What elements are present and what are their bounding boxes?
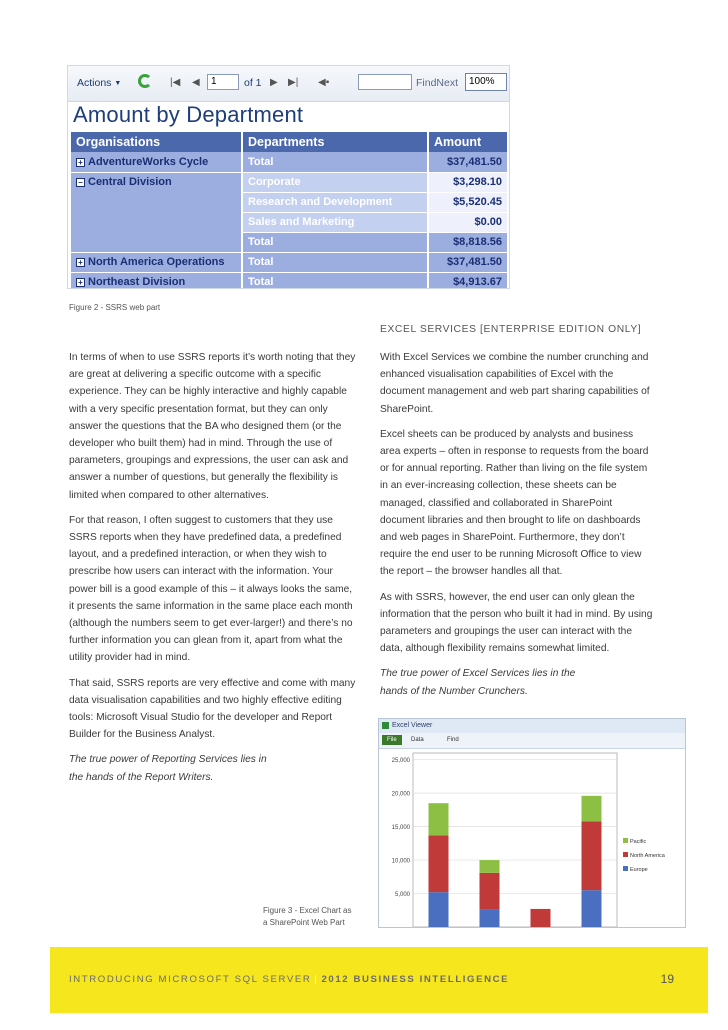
bar-segment-pacific	[429, 803, 449, 835]
y-tick-label: 15,000	[391, 825, 410, 832]
org-cell[interactable]: + AdventureWorks Cycle	[71, 152, 242, 172]
paragraph: As with SSRS, however, the end user can only glean the information that the person who built it had in mind. By using parameters and groupings the user can interact with the data, although flexibility remains somewhat limited.	[380, 591, 653, 655]
left-column	[69, 349, 359, 794]
bar-segment-pacific	[582, 796, 602, 821]
footer-band	[50, 947, 708, 1013]
table-row	[71, 272, 508, 289]
amount-cell: $8,818.56	[428, 232, 508, 252]
dept-cell: Total	[242, 232, 428, 252]
y-tick-label: 20,000	[391, 791, 410, 798]
table-row	[71, 172, 508, 192]
y-tick-label: 25,000	[391, 758, 410, 765]
legend-swatch	[623, 852, 628, 857]
table-row	[71, 152, 508, 172]
legend-label: Pacific	[630, 839, 647, 845]
page-number: 19	[660, 972, 674, 986]
legend-label: Europe	[630, 867, 648, 873]
figure-3-caption: Figure 3 - Excel Chart as a SharePoint Web Part	[263, 906, 352, 927]
collapse-icon[interactable]: −	[76, 178, 85, 187]
dept-cell: Corporate	[242, 172, 428, 192]
paragraph: That said, SSRS reports are very effective and come with many data visualisation capabilities and two highly effective editing tools: Microsoft Visual Studio for the developer and Report Builder for the Business Analyst.	[69, 677, 356, 741]
footer-title: INTRODUCING MICROSOFT SQL SERVER | 2012 BUSINESS INTELLIGENCE	[69, 974, 510, 985]
data-menu-button[interactable]: Data	[411, 737, 424, 743]
amount-cell: $37,481.50	[428, 252, 508, 272]
y-tick-label: 5,000	[394, 892, 410, 899]
report-table	[71, 132, 509, 289]
bar-segment-north-america	[429, 835, 449, 892]
legend-label: North America	[630, 853, 665, 859]
org-cell[interactable]: + North America Operations	[71, 252, 242, 272]
pull-quote: The true power of Reporting Services lies in the hands of the Report Writers.	[69, 754, 267, 783]
amount-cell: $37,481.50	[428, 152, 508, 172]
paragraph: With Excel Services we combine the number crunching and enhanced visualisation capabilities of Excel with the document management and web part sharing capabilities of SharePoint.	[380, 352, 650, 415]
dept-cell: Total	[242, 272, 428, 289]
find-next-link[interactable]: FindNext	[416, 77, 459, 89]
right-column	[380, 349, 656, 708]
last-page-icon[interactable]: ▶|	[288, 77, 299, 88]
expand-icon[interactable]: +	[76, 278, 85, 287]
excel-viewer-web-part	[378, 718, 686, 928]
amount-cell: $0.00	[428, 212, 508, 232]
expand-icon[interactable]: +	[76, 258, 85, 267]
pull-quote: The true power of Excel Services lies in the hands of the Number Crunchers.	[380, 668, 576, 697]
section-heading: EXCEL SERVICES [ENTERPRISE EDITION ONLY]	[380, 324, 642, 335]
bar-segment-north-america	[582, 821, 602, 890]
back-icon[interactable]: ◀▪	[318, 77, 330, 88]
column-header-organisations: Organisations	[71, 132, 242, 152]
first-page-icon[interactable]: |◀	[170, 77, 181, 88]
bar-segment-north-america	[531, 909, 551, 927]
bar-segment-europe	[429, 892, 449, 927]
find-input[interactable]	[358, 74, 412, 90]
table-row	[71, 252, 508, 272]
next-page-icon[interactable]: ▶	[270, 77, 278, 88]
paragraph: Excel sheets can be produced by analysts and business area experts – often in response to requests from the board or for annual reporting. Rather than living on the file system in an ever-increasing collection, these sheets can be managed, classified and collaborated in SharePoint document libraries and then brought to life on dashboards and web pages in SharePoint. Furthermore, they don’t require the end user to be running Microsoft Office to view the report – the browser handles all that.	[380, 428, 649, 578]
report-title: Amount by Department	[73, 102, 304, 127]
y-tick-label: 10,000	[391, 858, 410, 865]
refresh-icon[interactable]	[138, 74, 152, 88]
column-header-departments: Departments	[242, 132, 428, 152]
stacked-bar-chart	[379, 749, 686, 928]
report-toolbar	[68, 66, 509, 102]
excel-viewer-title: Excel Viewer	[379, 719, 685, 733]
org-cell[interactable]: − Central Division	[71, 172, 242, 252]
amount-cell: $4,913.67	[428, 272, 508, 289]
page-count-label: of 1	[244, 77, 262, 89]
legend-swatch	[623, 866, 628, 871]
dept-cell: Total	[242, 252, 428, 272]
find-button[interactable]: Find	[447, 737, 459, 743]
dept-cell: Sales and Marketing	[242, 212, 428, 232]
dept-cell: Total	[242, 152, 428, 172]
excel-toolbar	[379, 733, 685, 749]
amount-cell: $3,298.10	[428, 172, 508, 192]
figure-2-caption: Figure 2 - SSRS web part	[69, 303, 161, 312]
file-menu-button[interactable]: File	[382, 735, 402, 745]
expand-icon[interactable]: +	[76, 158, 85, 167]
amount-cell: $5,520.45	[428, 192, 508, 212]
page-number-input[interactable]: 1	[207, 74, 239, 90]
ssrs-web-part	[67, 65, 510, 289]
bar-segment-europe	[480, 910, 500, 927]
legend-swatch	[623, 838, 628, 843]
org-cell[interactable]: + Northeast Division	[71, 272, 242, 289]
bar-segment-north-america	[480, 873, 500, 910]
zoom-select[interactable]: 100%	[465, 73, 507, 91]
column-header-amount: Amount	[428, 132, 508, 152]
actions-menu[interactable]: Actions ▼	[77, 77, 122, 89]
chevron-down-icon: ▼	[114, 80, 122, 87]
bar-segment-europe	[582, 890, 602, 927]
dept-cell: Research and Development	[242, 192, 428, 212]
paragraph: In terms of when to use SSRS reports it’s worth noting that they are great at delivering a specific outcome with a specific experience. They can be highly interactive and highly capable with a very specific presentation format, but they can only answer the questions that the BA who designed them (or the developer who built them) had in mind. Through the use of parameters, groupings and expressions, the user can ask and answer a number of questions, but generally the flexibility is limited when compared to other alternatives.	[69, 352, 356, 501]
paragraph: For that reason, I often suggest to customers that they use SSRS reports when they have predefined data, a predefined layout, and a predefined interaction, or when they wish to prescribe how users can interact with the information. Your power bill is a good example of this – it always looks the same, it presents the same information in the same place each month (although the numbers seem to get ever-larger!) and there’s no further information you can glean from it, apart from what the utility provider had in mind.	[69, 514, 353, 664]
previous-page-icon[interactable]: ◀	[192, 77, 200, 88]
bar-segment-pacific	[480, 860, 500, 873]
